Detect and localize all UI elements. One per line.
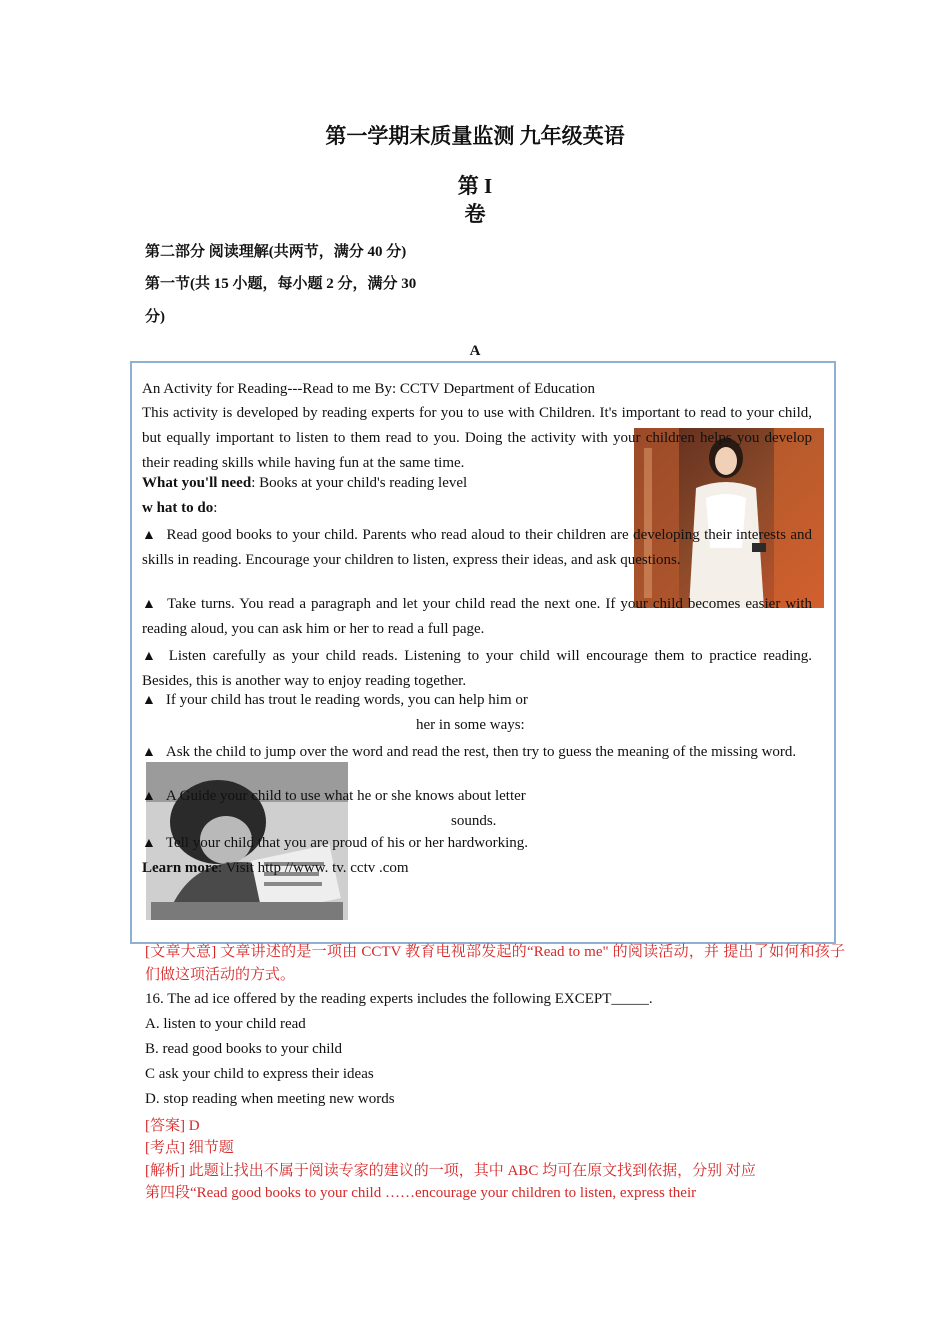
answer: [答案] D	[145, 1118, 200, 1134]
triangle-icon: ▲	[142, 836, 156, 851]
option-c: C ask your child to express their ideas	[145, 1066, 374, 1082]
trouble-line-2: her in some ways:	[416, 717, 525, 733]
triangle-icon: ▲	[142, 789, 156, 804]
sub-step-guide	[142, 784, 526, 809]
article-summary: [文章大意] 文章讲述的是一项由 CCTV 教育电视部发起的“Read to me" 的阅读活动，并 提出了如何和孩子们做这项活动的方式。	[145, 944, 845, 983]
step-text: Listen carefully as your child reads. Listening to your child will encourage them to practice reading. Besides, this is another way to enjoy reading together.	[142, 648, 812, 689]
sub-step-text: A Guide your child to use what he or she knows about letter	[165, 788, 526, 804]
triangle-icon: ▲	[142, 528, 157, 543]
what-colon: :	[213, 500, 218, 516]
option-d: D. stop reading when meeting new words	[145, 1091, 395, 1107]
step-listen	[142, 644, 812, 694]
triangle-icon: ▲	[142, 693, 156, 708]
explanation-line-2: 第四段“Read good books to your child ……encourage your children to listen, express their	[145, 1185, 697, 1201]
explanation-line-1: [解析] 此题让找出不属于阅读专家的建议的一项，其中 ABC 均可在原文找到依据，分别 对应	[145, 1163, 756, 1179]
section-heading-2: 分)	[145, 309, 165, 325]
trouble-line	[142, 688, 528, 713]
triangle-icon: ▲	[142, 597, 158, 612]
passage-intro: This activity is developed by reading experts for you to use with Children. It's important to read to your child, but equally important to listen to them read to you. Doing the activity with your children helps you develop their reading skills while having fun at the same time.	[142, 405, 812, 471]
option-a: A. listen to your child read	[145, 1016, 306, 1032]
option-b: B. read good books to your child	[145, 1041, 343, 1057]
volume-heading: 第 I	[457, 174, 493, 198]
what-line	[142, 496, 217, 521]
passage-label: A	[469, 343, 481, 359]
sub-step-jump	[142, 740, 812, 765]
learn-more-line	[142, 856, 409, 881]
question-16: 16. The ad ice offered by the reading experts includes the following EXCEPT_____.	[145, 991, 653, 1007]
passage-title: An Activity for Reading---Read to me By: CCTV Department of Education	[142, 381, 595, 397]
sounds-text: sounds.	[451, 813, 497, 829]
trouble-text: If your child has trout le reading words, you can help him or	[165, 692, 528, 708]
triangle-icon: ▲	[142, 649, 159, 664]
exam-title: 第一学期末质量监测 九年级英语	[325, 124, 625, 148]
learn-text: : Visit http //www. tv. cctv .com	[217, 860, 409, 876]
section-heading: 第一节(共 15 小题，每小题 2 分，满分 30	[145, 276, 417, 292]
step-text: Read good books to your child. Parents who read aloud to their children are developing their interests and skills in reading. Encourage your children to listen, express their ideas, and ask questions.	[142, 527, 812, 568]
step-text: Tell your child that you are proud of his or her hardworking.	[165, 835, 529, 851]
triangle-icon: ▲	[142, 745, 156, 760]
step-proud	[142, 831, 528, 856]
part-heading: 第二部分 阅读理解(共两节，满分 40 分)	[145, 244, 407, 260]
step-text: Take turns. You read a paragraph and let your child read the next one. If your child becomes easier with reading aloud, you can ask him or her to read a full page.	[142, 596, 812, 637]
need-text: : Books at your child's reading level	[251, 475, 468, 491]
sub-step-text: Ask the child to jump over the word and read the rest, then try to guess the meaning of the missing word.	[165, 744, 797, 760]
step-take-turns	[142, 592, 812, 642]
volume-heading-2: 卷	[464, 202, 486, 226]
step-read-books	[142, 523, 812, 573]
what-label: w hat to do	[142, 500, 214, 516]
need-line	[142, 471, 467, 496]
learn-label: Learn more	[142, 860, 218, 876]
need-label: What you'll need	[142, 475, 252, 491]
exam-point: [考点] 细节题	[145, 1140, 234, 1156]
